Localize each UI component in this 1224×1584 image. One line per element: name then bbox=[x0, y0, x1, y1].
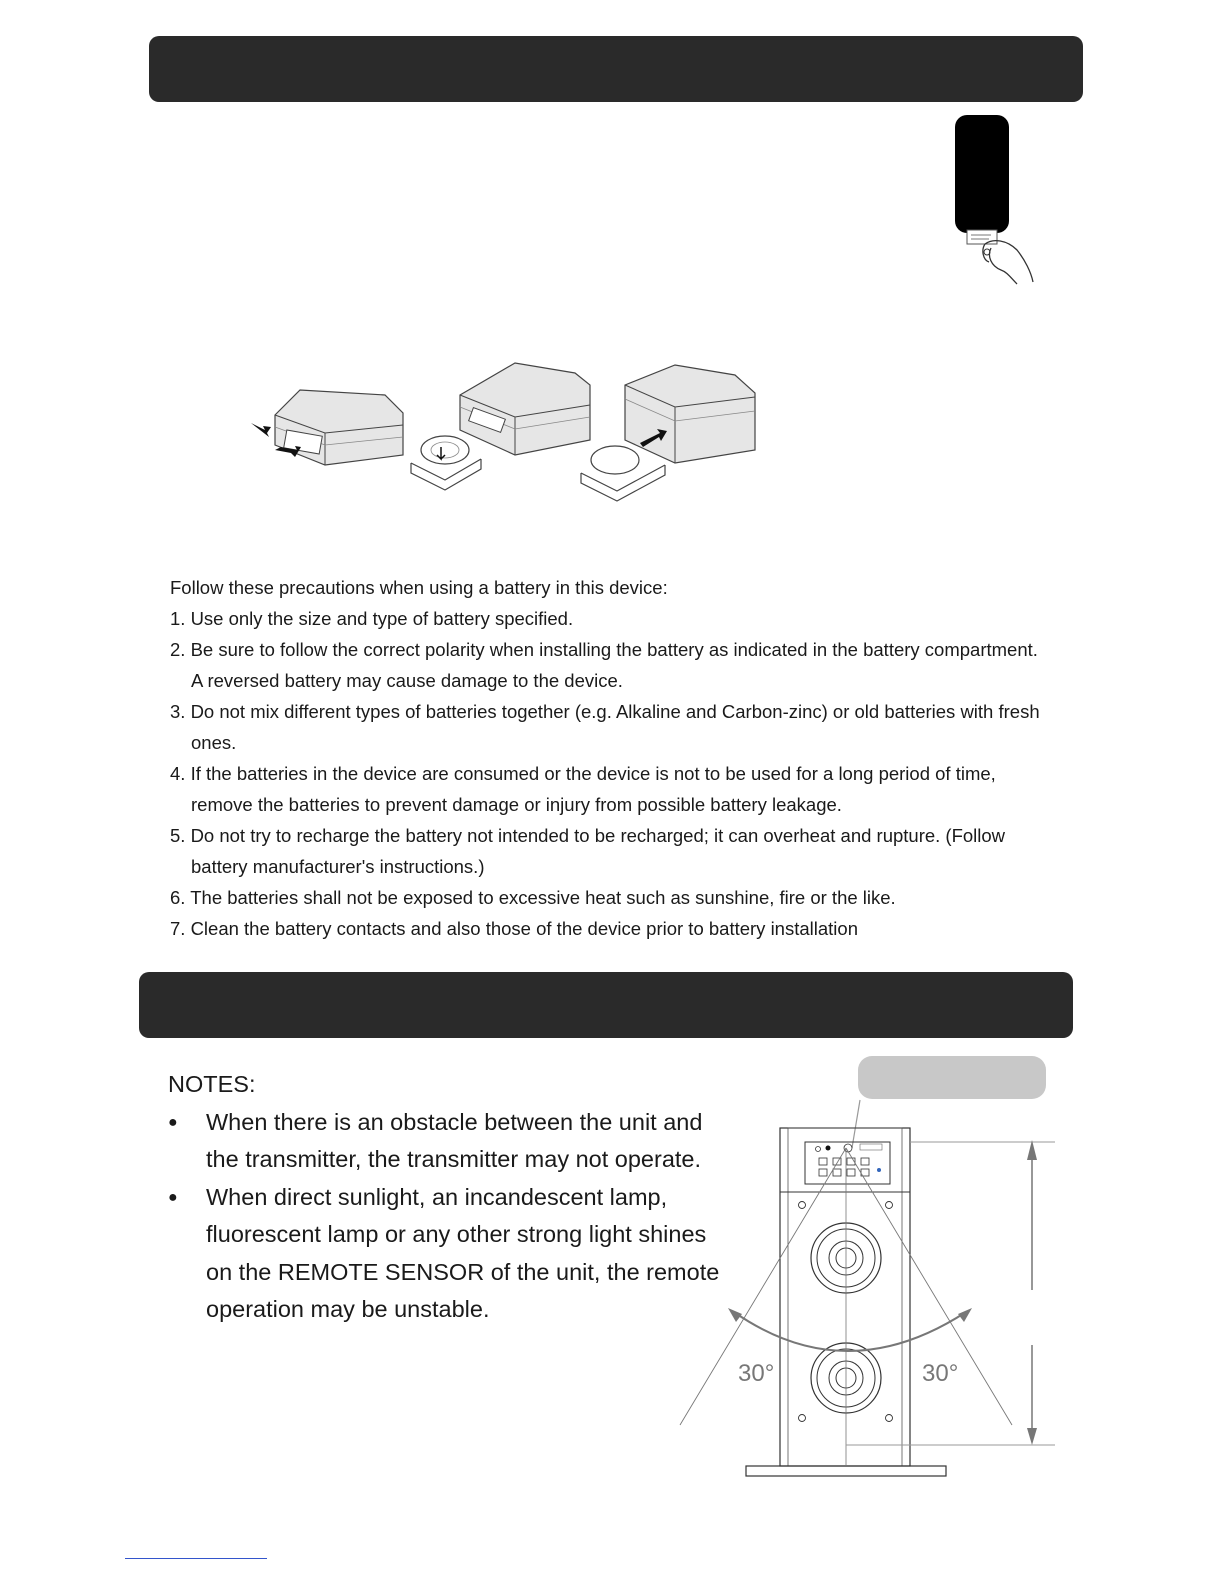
angle-label-left: 30° bbox=[738, 1360, 775, 1387]
list-item: 3. Do not mix different types of batteries together (e.g. Alkaline and Carbon-zinc) or old batteries with fresh ones. bbox=[170, 701, 1040, 753]
list-item: 6. The batteries shall not be exposed to excessive heat such as sunshine, fire or the like. bbox=[170, 887, 896, 908]
section-header-bar bbox=[149, 36, 1083, 102]
list-item: 2. Be sure to follow the correct polarity when installing the battery as indicated in the battery compartment. A reversed battery may cause damage to the device. bbox=[170, 639, 1038, 691]
step-3-insert-tray bbox=[581, 365, 755, 501]
step-2-remote bbox=[460, 363, 590, 455]
step-1-coin-cell bbox=[411, 436, 481, 490]
note-text: When direct sunlight, an incandescent lamp, fluorescent lamp or any other strong light shines on the REMOTE SENSOR of the unit, the remote operation may be unstable. bbox=[206, 1183, 720, 1322]
bullet-icon: ● bbox=[168, 1113, 178, 1131]
note-text: When there is an obstacle between the unit and the transmitter, the transmitter may not operate. bbox=[206, 1108, 703, 1172]
notes-list bbox=[168, 1104, 728, 1329]
remote-notes bbox=[168, 1066, 728, 1329]
list-item: 7. Clean the battery contacts and also those of the device prior to battery installation bbox=[170, 918, 858, 939]
list-item bbox=[168, 1104, 728, 1179]
precautions-list bbox=[170, 603, 1050, 944]
step-1-remove-tray bbox=[251, 390, 403, 465]
section-header-bar bbox=[139, 972, 1073, 1038]
battery-precautions bbox=[170, 572, 1050, 944]
speaker-range-diagram bbox=[670, 1090, 1070, 1490]
list-item: 1. Use only the size and type of battery specified. bbox=[170, 608, 574, 629]
angle-label-right: 30° bbox=[922, 1360, 959, 1387]
battery-replacement-illustration bbox=[245, 355, 765, 505]
remote-pull-tab-illustration bbox=[945, 110, 1045, 290]
bullet-icon: ● bbox=[168, 1188, 178, 1206]
footer-line bbox=[125, 1558, 267, 1559]
list-item: 5. Do not try to recharge the battery not intended to be recharged; it can overheat and rupture. (Follow battery manufacturer's instructions.) bbox=[170, 825, 1006, 877]
list-item bbox=[168, 1179, 728, 1329]
list-item: 4. If the batteries in the device are consumed or the device is not to be used for a long period of time, remove the batteries to prevent damage or injury from possible battery leakage. bbox=[170, 763, 996, 815]
precautions-intro: Follow these precautions when using a battery in this device: bbox=[170, 577, 668, 598]
notes-title: NOTES: bbox=[168, 1071, 256, 1097]
